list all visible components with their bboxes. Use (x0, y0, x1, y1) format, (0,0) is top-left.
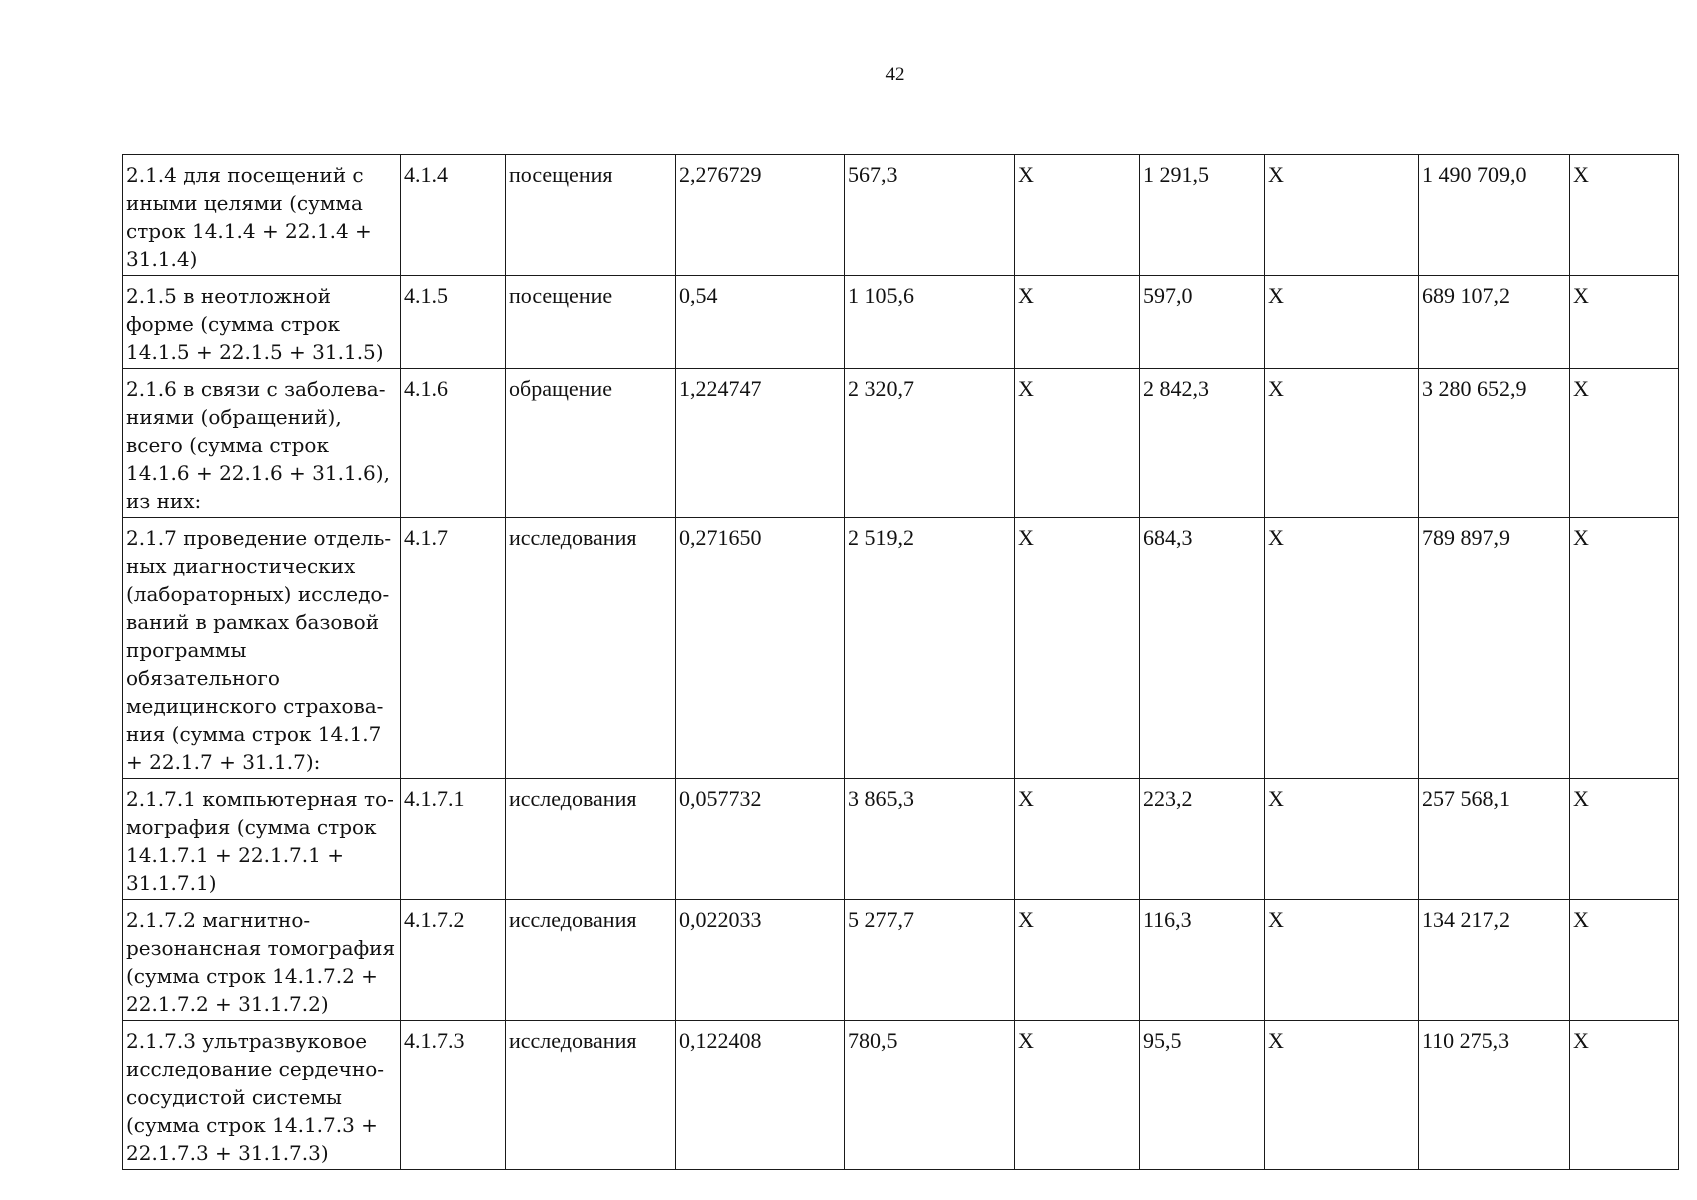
row-description: 2.1.4 для посещений с иными целями (сумма строк 14.1.4 + 22.1.4 + 31.1.4) (123, 155, 401, 276)
row-x-mark: X (1265, 1021, 1419, 1170)
row-total: 257 568,1 (1419, 779, 1570, 900)
row-unit: обращение (506, 369, 676, 518)
row-unit: исследования (506, 1021, 676, 1170)
row-total: 789 897,9 (1419, 518, 1570, 779)
row-norm: 0,057732 (676, 779, 845, 900)
row-x-mark: X (1265, 155, 1419, 276)
row-x-mark: X (1015, 369, 1140, 518)
row-x-mark: X (1570, 1021, 1679, 1170)
row-per-capita: 116,3 (1140, 900, 1265, 1021)
row-x-mark: X (1015, 276, 1140, 369)
table-row (123, 1021, 1679, 1170)
table-row (123, 779, 1679, 900)
row-x-mark: X (1015, 1021, 1140, 1170)
row-code: 4.1.4 (401, 155, 506, 276)
row-x-mark: X (1570, 369, 1679, 518)
row-x-mark: X (1015, 518, 1140, 779)
row-x-mark: X (1570, 276, 1679, 369)
row-unit: посещения (506, 155, 676, 276)
row-x-mark: X (1015, 155, 1140, 276)
row-x-mark: X (1570, 900, 1679, 1021)
row-cost: 2 320,7 (845, 369, 1015, 518)
table-row (123, 900, 1679, 1021)
row-x-mark: X (1265, 276, 1419, 369)
row-unit: исследования (506, 518, 676, 779)
page-number: 42 (885, 64, 905, 85)
row-per-capita: 95,5 (1140, 1021, 1265, 1170)
row-per-capita: 223,2 (1140, 779, 1265, 900)
row-x-mark: X (1570, 155, 1679, 276)
row-x-mark: X (1015, 900, 1140, 1021)
table-row (123, 276, 1679, 369)
row-cost: 2 519,2 (845, 518, 1015, 779)
row-description: 2.1.7.3 ультразвуковое исследование сердечно-сосудистой системы (сумма строк 14.1.7.3 + 22.1.7.3 + 31.1.7.3) (123, 1021, 401, 1170)
row-description: 2.1.7 проведение отдель-ных диагностических (лабораторных) исследо-ваний в рамках базовой программы обязательного медицинского страхова-ния (сумма строк 14.1.7 + 22.1.7 + 31.1.7): (123, 518, 401, 779)
row-total: 689 107,2 (1419, 276, 1570, 369)
row-total: 3 280 652,9 (1419, 369, 1570, 518)
row-description: 2.1.7.2 магнитно-резонансная томография (сумма строк 14.1.7.2 + 22.1.7.2 + 31.1.7.2) (123, 900, 401, 1021)
row-per-capita: 2 842,3 (1140, 369, 1265, 518)
table-row (123, 518, 1679, 779)
data-table (122, 154, 1679, 1170)
row-code: 4.1.5 (401, 276, 506, 369)
row-cost: 567,3 (845, 155, 1015, 276)
row-unit: исследования (506, 900, 676, 1021)
row-x-mark: X (1015, 779, 1140, 900)
row-total: 1 490 709,0 (1419, 155, 1570, 276)
row-description: 2.1.5 в неотложной форме (сумма строк 14.1.5 + 22.1.5 + 31.1.5) (123, 276, 401, 369)
row-cost: 1 105,6 (845, 276, 1015, 369)
row-x-mark: X (1265, 518, 1419, 779)
row-cost: 780,5 (845, 1021, 1015, 1170)
row-cost: 3 865,3 (845, 779, 1015, 900)
row-norm: 0,271650 (676, 518, 845, 779)
row-norm: 0,022033 (676, 900, 845, 1021)
row-unit: посещение (506, 276, 676, 369)
row-norm: 1,224747 (676, 369, 845, 518)
row-per-capita: 1 291,5 (1140, 155, 1265, 276)
row-per-capita: 597,0 (1140, 276, 1265, 369)
row-description: 2.1.7.1 компьютерная то-мография (сумма строк 14.1.7.1 + 22.1.7.1 + 31.1.7.1) (123, 779, 401, 900)
table-row (123, 369, 1679, 518)
row-x-mark: X (1570, 518, 1679, 779)
row-code: 4.1.7.2 (401, 900, 506, 1021)
row-x-mark: X (1570, 779, 1679, 900)
row-x-mark: X (1265, 779, 1419, 900)
row-per-capita: 684,3 (1140, 518, 1265, 779)
row-code: 4.1.7.1 (401, 779, 506, 900)
row-norm: 2,276729 (676, 155, 845, 276)
row-norm: 0,122408 (676, 1021, 845, 1170)
table-row (123, 155, 1679, 276)
row-unit: исследования (506, 779, 676, 900)
row-x-mark: X (1265, 369, 1419, 518)
row-description: 2.1.6 в связи с заболева-ниями (обращений), всего (сумма строк 14.1.6 + 22.1.6 + 31.1.6), из них: (123, 369, 401, 518)
row-code: 4.1.6 (401, 369, 506, 518)
row-cost: 5 277,7 (845, 900, 1015, 1021)
row-norm: 0,54 (676, 276, 845, 369)
row-code: 4.1.7 (401, 518, 506, 779)
row-total: 134 217,2 (1419, 900, 1570, 1021)
row-code: 4.1.7.3 (401, 1021, 506, 1170)
row-x-mark: X (1265, 900, 1419, 1021)
row-total: 110 275,3 (1419, 1021, 1570, 1170)
